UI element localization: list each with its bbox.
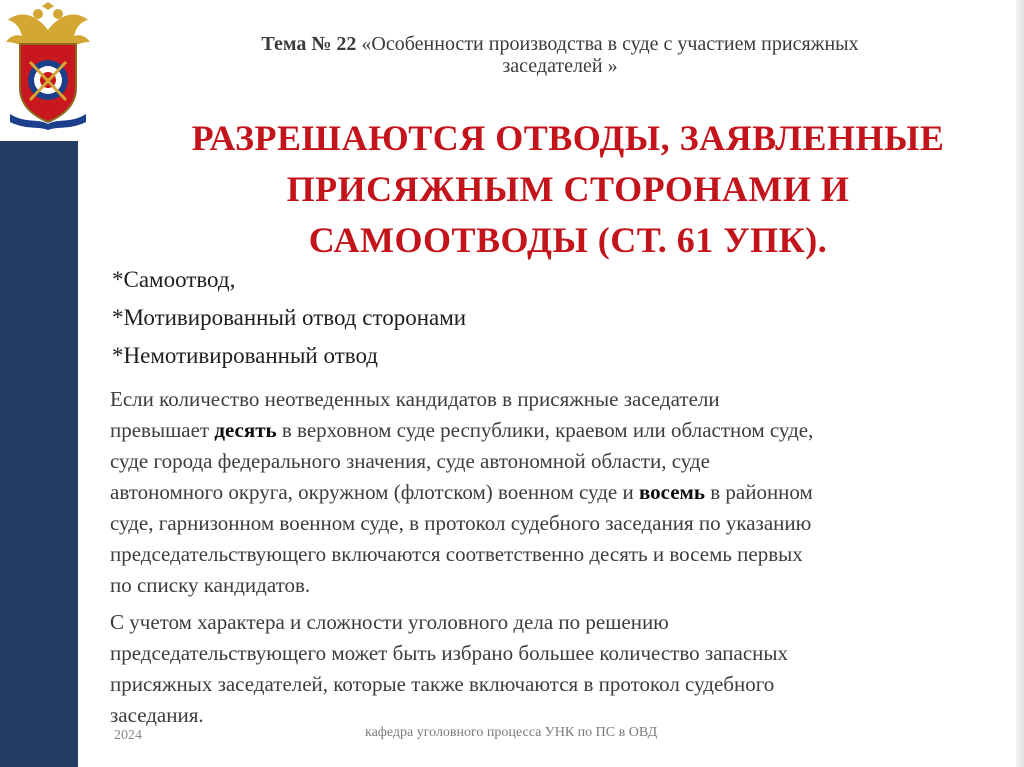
- paragraph-line: суде города федерального значения, суде автономной области, суде: [110, 449, 710, 473]
- bullet-item: *Немотивированный отвод: [112, 343, 378, 368]
- bullet-list: [112, 265, 992, 379]
- headline-line: РАЗРЕШАЮТСЯ ОТВОДЫ, ЗАЯВЛЕННЫЕ: [191, 118, 945, 158]
- paragraph-line: по списку кандидатов.: [110, 573, 311, 597]
- paragraph-line: Если количество неотведенных кандидатов в присяжные заседатели: [110, 387, 720, 411]
- text-span: в верховном суде республики, краевом или областном суде,: [276, 418, 814, 442]
- paragraph-line: присяжных заседателей, которые также включаются в протокол судебного: [110, 672, 775, 696]
- paragraph-line: председательствующего может быть избрано большее количество запасных: [110, 641, 788, 665]
- paragraph-line: С учетом характера и сложности уголовного дела по решению: [110, 610, 669, 634]
- bullet-item: *Мотивированный отвод сторонами: [112, 305, 467, 330]
- text-span: автономного округа, окружном (флотском) военном суде и: [110, 480, 639, 504]
- topic-title: «Особенности производства в суде с участием присяжных: [361, 33, 859, 55]
- bullet-item: *Самоотвод,: [112, 267, 236, 292]
- text-span: превышает: [110, 418, 215, 442]
- slide-headline: [118, 113, 1018, 266]
- bold-ten: десять: [214, 418, 277, 442]
- headline-line: ПРИСЯЖНЫМ СТОРОНАМИ И: [286, 169, 850, 209]
- paragraph-line: председательствующего включаются соответственно десять и восемь первых: [110, 542, 803, 566]
- topic-line1: [160, 33, 960, 55]
- paragraph-line: [110, 477, 990, 508]
- paragraph-line: заседания.: [110, 703, 204, 727]
- paragraph-reserve: [110, 607, 990, 731]
- paragraph-line: суде, гарнизонном военном суде, в протокол судебного заседания по указанию: [110, 511, 812, 535]
- sidebar-bar: [0, 141, 78, 767]
- topic-header: [160, 33, 960, 77]
- topic-label: Тема № 22: [261, 33, 357, 55]
- topic-line2: заседателей »: [502, 55, 618, 77]
- footer-department: кафедра уголовного процесса УНК по ПС в ОВД: [365, 725, 658, 740]
- emblem-icon: [2, 2, 94, 130]
- text-span: в районном: [704, 480, 813, 504]
- footer-year: 2024: [114, 728, 142, 743]
- headline-line: САМООТВОДЫ (СТ. 61 УПК).: [308, 220, 828, 260]
- bold-eight: восемь: [638, 480, 705, 504]
- paragraph-line: [110, 415, 990, 446]
- paragraph-candidates: [110, 384, 990, 601]
